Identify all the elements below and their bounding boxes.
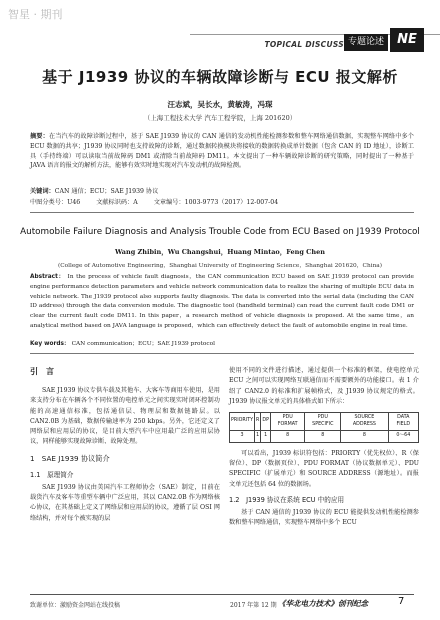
keywords-cn bbox=[30, 186, 158, 195]
intro-heading: 引 言 bbox=[30, 367, 54, 376]
paper-authors: 汪志斌，吴长水，黄敏涛，冯琛 bbox=[167, 100, 273, 109]
table-cell: 3 bbox=[230, 431, 255, 443]
abstract-cn-text: 在当汽车的故障诊断过程中，基于 SAE J1939 协议的 CAN 通信的发动机性能检测参数和整车网络通信数据，实现整车网络中多个 ECU 数据的共享；J1939 协议同时也支持故障的诊断，通过数据转换模块将接收的数据转换成单针数据（包含 CAN 的 ID 地址），诊断工具（手持终端）可以读取当前故障码 DM1 或清除当前故障码 DM11。本文提出了一种车辆故障诊断的研究策略，同时提出了一种基于 JAVA 语言的报文的解析方法，能够有效实时地实现对汽车发动机的故障检测。 bbox=[30, 133, 414, 170]
english-authors: Wang Zhibin，Wu Changshui，Huang Mintao，Feng Chen bbox=[115, 248, 325, 256]
right-paragraph-1: 使用不同的文件进行描述，通过提供一个标准的框架，使电控单元 ECU 之间可以实现网络互联通信而不需要额外的功能接口。表 1 介绍了 CAN2.0 的标准和扩展帧格式，及 J1939 协议规定的格式。J1939 协议报文单元的具体格式如下所示： bbox=[229, 367, 419, 405]
section-1-heading: 1 SAE J1939 协议简介 bbox=[30, 453, 110, 463]
clc-number: 中图分类号：U46 bbox=[30, 199, 81, 206]
classification-line bbox=[30, 197, 292, 206]
section-1-1-paragraph: SAE J1939 协议由美国汽车工程师协会（SAE）制定，目前在载货汽车及客车等重型车辆中广泛应用，其以 CAN2.0B 作为网络核心协议，在其基础上定义了网络层和应用层的协议，遵循了层 OSI 网络结构，并对每个被实现的层 bbox=[30, 483, 220, 522]
table-header-cell: SOURCE ADDRESS bbox=[341, 413, 388, 431]
table-cell: 1 bbox=[261, 431, 271, 443]
table-header-cell: DATA FIELD bbox=[388, 413, 418, 431]
table-cell: 8 bbox=[305, 431, 341, 443]
table-header-cell: DP bbox=[261, 413, 271, 431]
footer-journal: 《华北电力技术》创刊纪念 bbox=[278, 599, 368, 608]
divider-top bbox=[30, 212, 414, 213]
keywords-cn-label: 关键词： bbox=[30, 188, 55, 195]
table-cell: 8 bbox=[341, 431, 388, 443]
table-header-cell: PDU FORMAT bbox=[270, 413, 304, 431]
footer-note: 致谢单位：激励资金网站在线投稿 bbox=[30, 602, 121, 609]
header-watermark: 智星 · 期刊 bbox=[8, 8, 63, 21]
abstract-en-label: Abstract： bbox=[30, 274, 66, 280]
table-cell: 8 bbox=[270, 431, 304, 443]
footer-rule bbox=[30, 594, 414, 595]
table-header-row bbox=[230, 413, 419, 431]
body-left-column bbox=[30, 366, 220, 524]
body-right-column bbox=[229, 366, 419, 528]
abstract-cn-label: 摘要： bbox=[30, 133, 49, 140]
abstract-cn bbox=[30, 132, 414, 171]
table-header-cell: PRIORITY bbox=[230, 413, 255, 431]
table-header-cell: R bbox=[255, 413, 261, 431]
pdu-format-table bbox=[229, 412, 419, 443]
keywords-en-text: CAN communication；ECU；SAE J1939 protocol bbox=[71, 341, 215, 347]
intro-paragraph: SAE J1939 协议专供车载及其他车、大客车等商用车使用，是用来支持分布在车辆各个不同位置的电控单元之间实现实时闭环控制功能的高速通信标准，包括通信层、物理层和数据链路层。以 CAN2.0B 为基础，数据传输速率为 250 kbps。另外，它还定义了网络层和应用层的协议，是目前大型汽车中应用最广泛的应用层协议，同样能够实现故障诊断、故障处理。 bbox=[30, 387, 220, 446]
section-1-2-heading: 1.2 J1939 协议在系统 ECU 中的应用 bbox=[229, 495, 345, 504]
header-topic: TOPICAL DISCUSS bbox=[264, 40, 344, 49]
english-affiliation: (College of Automotive Engineering，Shanghai University of Engineering Science，Shanghai 201620，China) bbox=[57, 263, 383, 269]
table-row bbox=[230, 431, 419, 443]
section-1-1-heading: 1.1 原理简介 bbox=[30, 470, 74, 479]
doc-code: 文献标识码：A bbox=[96, 199, 138, 206]
abstract-en bbox=[30, 273, 414, 332]
header-column-tag: 专题论述 bbox=[344, 34, 388, 51]
table-cell: 1 bbox=[255, 431, 261, 443]
divider-bottom bbox=[30, 353, 414, 354]
right-paragraph-2: 可以看出，J1939 标识符包括：PRIORTY（优先权位）、R（保留位）、DP（数据页位）、PDU FORMAT（协议数据单元）、PDU SPECIFIC（扩展单元）和 SOURCE ADDRESS（源地址）。而报文单元还包括 64 位的数据场。 bbox=[229, 449, 419, 488]
table-cell: 0～64 bbox=[388, 431, 418, 443]
keywords-en-label: Key words： bbox=[30, 341, 70, 347]
page-number: 7 bbox=[398, 596, 405, 607]
article-number: 文章编号：1003-9773（2017）12-007-04 bbox=[153, 199, 279, 206]
footer-issue: 2017 年第 12 期 bbox=[230, 602, 277, 609]
keywords-cn-text: CAN 通信；ECU；SAE J1939 协议 bbox=[54, 188, 159, 195]
table-header-cell: PDU SPECIFIC bbox=[305, 413, 341, 431]
section-1-2-paragraph: 基于 CAN 通信的 J1939 协议的 ECU 能提供发动机性能检测参数和整车网络通信，实现整车网络中多个 ECU bbox=[229, 508, 419, 527]
paper-title: 基于 J1939 协议的车辆故障诊断与 ECU 报文解析 bbox=[42, 68, 398, 86]
abstract-en-text: In the process of vehicle fault diagnosis，the CAN communication ECU based on SAE J1939 protocol can provide engine performance detection parameters and vehicle network communication data to realize the sharing of multiple ECU data in vehicle network. The J1939 protocol also supports faulty diagnosis. The data is converted into the serial data (including the CAN ID address) through the data conversion module. The diagnostic tool (handheld terminal) can read the current fault code DM1 or clear the current fault code DM11. In this paper，a research method of vehicle diagnosis is proposed. At the same time，an analytical method based on JAVA language is proposed，which can effectively detect the fault of automobile engine in real time. bbox=[30, 274, 414, 329]
english-title: Automobile Failure Diagnosis and Analysis Trouble Code from ECU Based on J1939 Protocol bbox=[20, 227, 420, 237]
paper-affiliation: （上海工程技术大学 汽车工程学院，上海 201620） bbox=[143, 114, 297, 122]
keywords-en bbox=[30, 338, 215, 347]
journal-logo: NE bbox=[390, 28, 424, 52]
